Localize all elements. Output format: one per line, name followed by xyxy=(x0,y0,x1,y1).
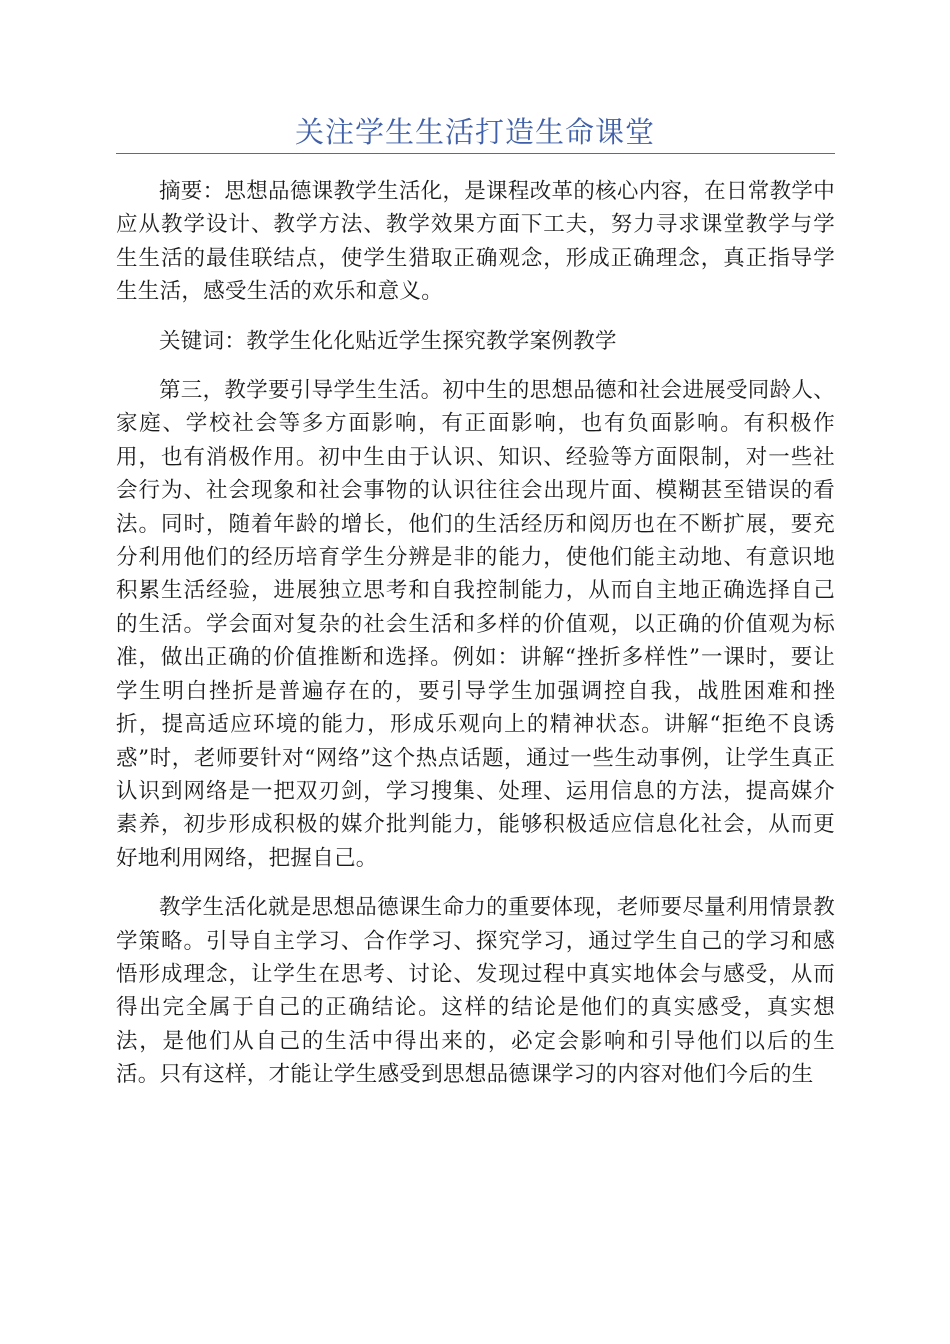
title-underline xyxy=(116,153,835,154)
keywords-paragraph: 关键词：教学生化化贴近学生探究教学案例教学 xyxy=(159,328,617,354)
document-title: 关注学生生活打造生命课堂 xyxy=(294,115,655,149)
body-paragraph: 第三，教学要引导学生生活。初中生的思想品德和社会进展受同龄人、家庭、学校社会等多方面影响，有正面影响，也有负面影响。有积极作用，也有消极作用。初中生由于认识、知识、经验等方面限制，对一些社会行为、社会现象和社会事物的认识往往会出现片面、模糊甚至错误的看法。同时，随着年龄的增长，他们的生活经历和阅历也在不断扩展，要充分利用他们的经历培育学生分辨是非的能力，使他们能主动地、有意识地积累生活经验，进展独立思考和自我控制能力，从而自主地正确选择自己的生活。学会面对复杂的社会生活和多样的价值观，以正确的价值观为标准，做出正确的价值推断和选择。例如：讲解“挫折多样性”一课时，要让学生明白挫折是普遍存在的，要引导学生加强调控自我，战胜困难和挫折，提高适应环境的能力，形成乐观向上的精神状态。讲解“拒绝不良诱惑”时，老师要针对“网络”这个热点话题，通过一些生动事例，让学生真正认识到网络是一把双刃剑，学习搜集、处理、运用信息的方法，提高媒介素养，初步形成积极的媒介批判能力，能够积极适应信息化社会，从而更好地利用网络，把握自己。 xyxy=(116,378,835,871)
abstract-paragraph: 摘要：思想品德课教学生活化，是课程改革的核心内容，在日常教学中应从教学设计、教学方法、教学效果方面下工夫，努力寻求课堂教学与学生生活的最佳联结点，使学生猎取正确观念，形成正确理念，真正指导学生生活，感受生活的欢乐和意义。 xyxy=(116,179,835,305)
document-body xyxy=(116,175,835,1092)
body-paragraph: 教学生活化就是思想品德课生命力的重要体现，老师要尽量利用情景教学策略。引导自主学习、合作学习、探究学习，通过学生自己的学习和感悟形成理念，让学生在思考、讨论、发现过程中真实地体会与感受，从而得出完全属于自己的正确结论。这样的结论是他们的真实感受，真实想法，是他们从自己的生活中得出来的，必定会影响和引导他们以后的生活。只有这样，才能让学生感受到思想品德课学习的内容对他们今后的生 xyxy=(116,895,835,1088)
